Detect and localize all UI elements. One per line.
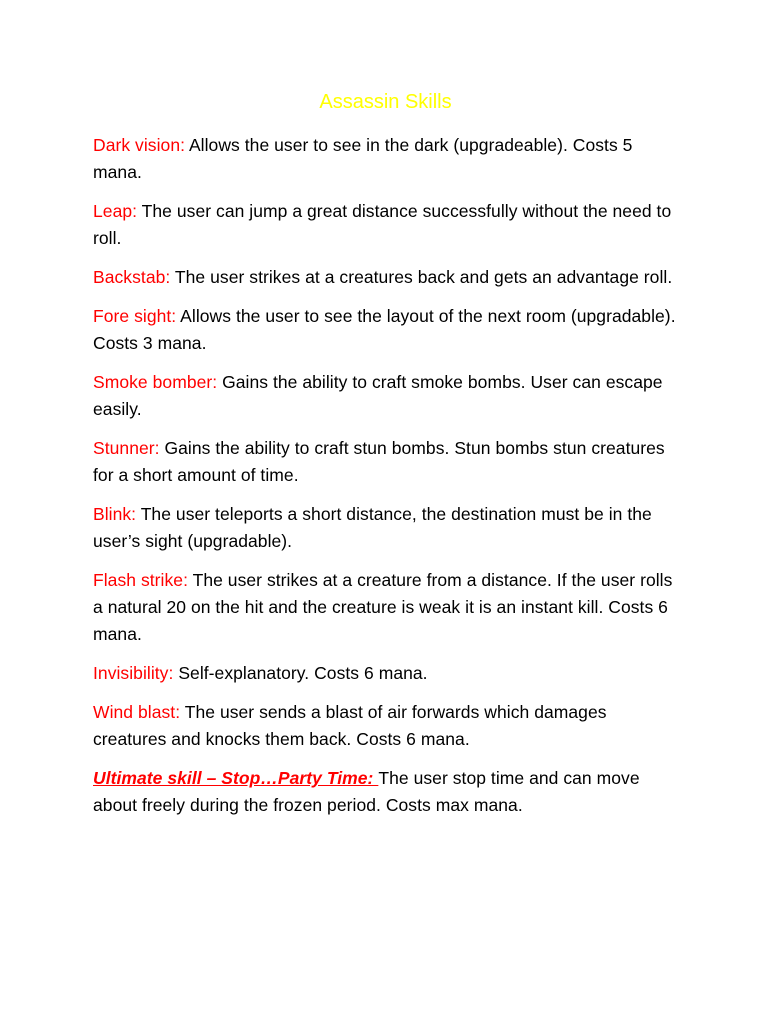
skill-name: Wind blast: — [93, 702, 181, 722]
skill-name: Stunner: — [93, 438, 160, 458]
skill-entry-backstab — [93, 264, 678, 291]
skill-entry-invisibility — [93, 660, 678, 687]
skill-name: Leap: — [93, 201, 138, 221]
page-title: Assassin Skills — [319, 91, 452, 113]
skill-description: Gains the ability to craft smoke bombs. User can escape easily. — [93, 372, 663, 419]
skill-entry-blink — [93, 501, 678, 555]
skill-description: The user strikes at a creature from a distance. If the user rolls a natural 20 on the hit and the creature is weak it is an instant kill. Costs 6 mana. — [93, 570, 673, 644]
skill-name: Blink: — [93, 504, 137, 524]
skill-name: Invisibility: — [93, 663, 174, 683]
skill-name: Fore sight: — [93, 306, 177, 326]
skill-entry-ultimate — [93, 765, 678, 819]
ultimate-skill-description: The user stop time and can move about freely during the frozen period. Costs max mana. — [93, 768, 640, 815]
skill-entry-leap — [93, 198, 678, 252]
skill-description: Allows the user to see in the dark (upgradeable). Costs 5 mana. — [93, 135, 633, 182]
skill-entry-flash-strike — [93, 567, 678, 648]
skill-entry-stunner — [93, 435, 678, 489]
skill-entry-dark-vision — [93, 132, 678, 186]
skill-description: Gains the ability to craft stun bombs. Stun bombs stun creatures for a short amount of time. — [93, 438, 665, 485]
skill-name: Backstab: — [93, 267, 171, 287]
skill-description: The user teleports a short distance, the destination must be in the user’s sight (upgradable). — [93, 504, 652, 551]
skill-description: The user can jump a great distance successfully without the need to roll. — [93, 201, 672, 248]
skill-entry-wind-blast — [93, 699, 678, 753]
skill-description: The user strikes at a creatures back and gets an advantage roll. — [170, 267, 673, 287]
skill-name: Flash strike: — [93, 570, 188, 590]
skill-description: The user sends a blast of air forwards which damages creatures and knocks them back. Costs 6 mana. — [93, 702, 607, 749]
ultimate-skill-name: Ultimate skill – Stop…Party Time: — [93, 768, 379, 788]
skill-entry-fore-sight — [93, 303, 678, 357]
skill-description: Allows the user to see the layout of the next room (upgradable). Costs 3 mana. — [93, 306, 676, 353]
skill-description: Self-explanatory. Costs 6 mana. — [173, 663, 428, 683]
skill-entry-smoke-bomber — [93, 369, 678, 423]
skill-name: Dark vision: — [93, 135, 186, 155]
skill-name: Smoke bomber: — [93, 372, 218, 392]
